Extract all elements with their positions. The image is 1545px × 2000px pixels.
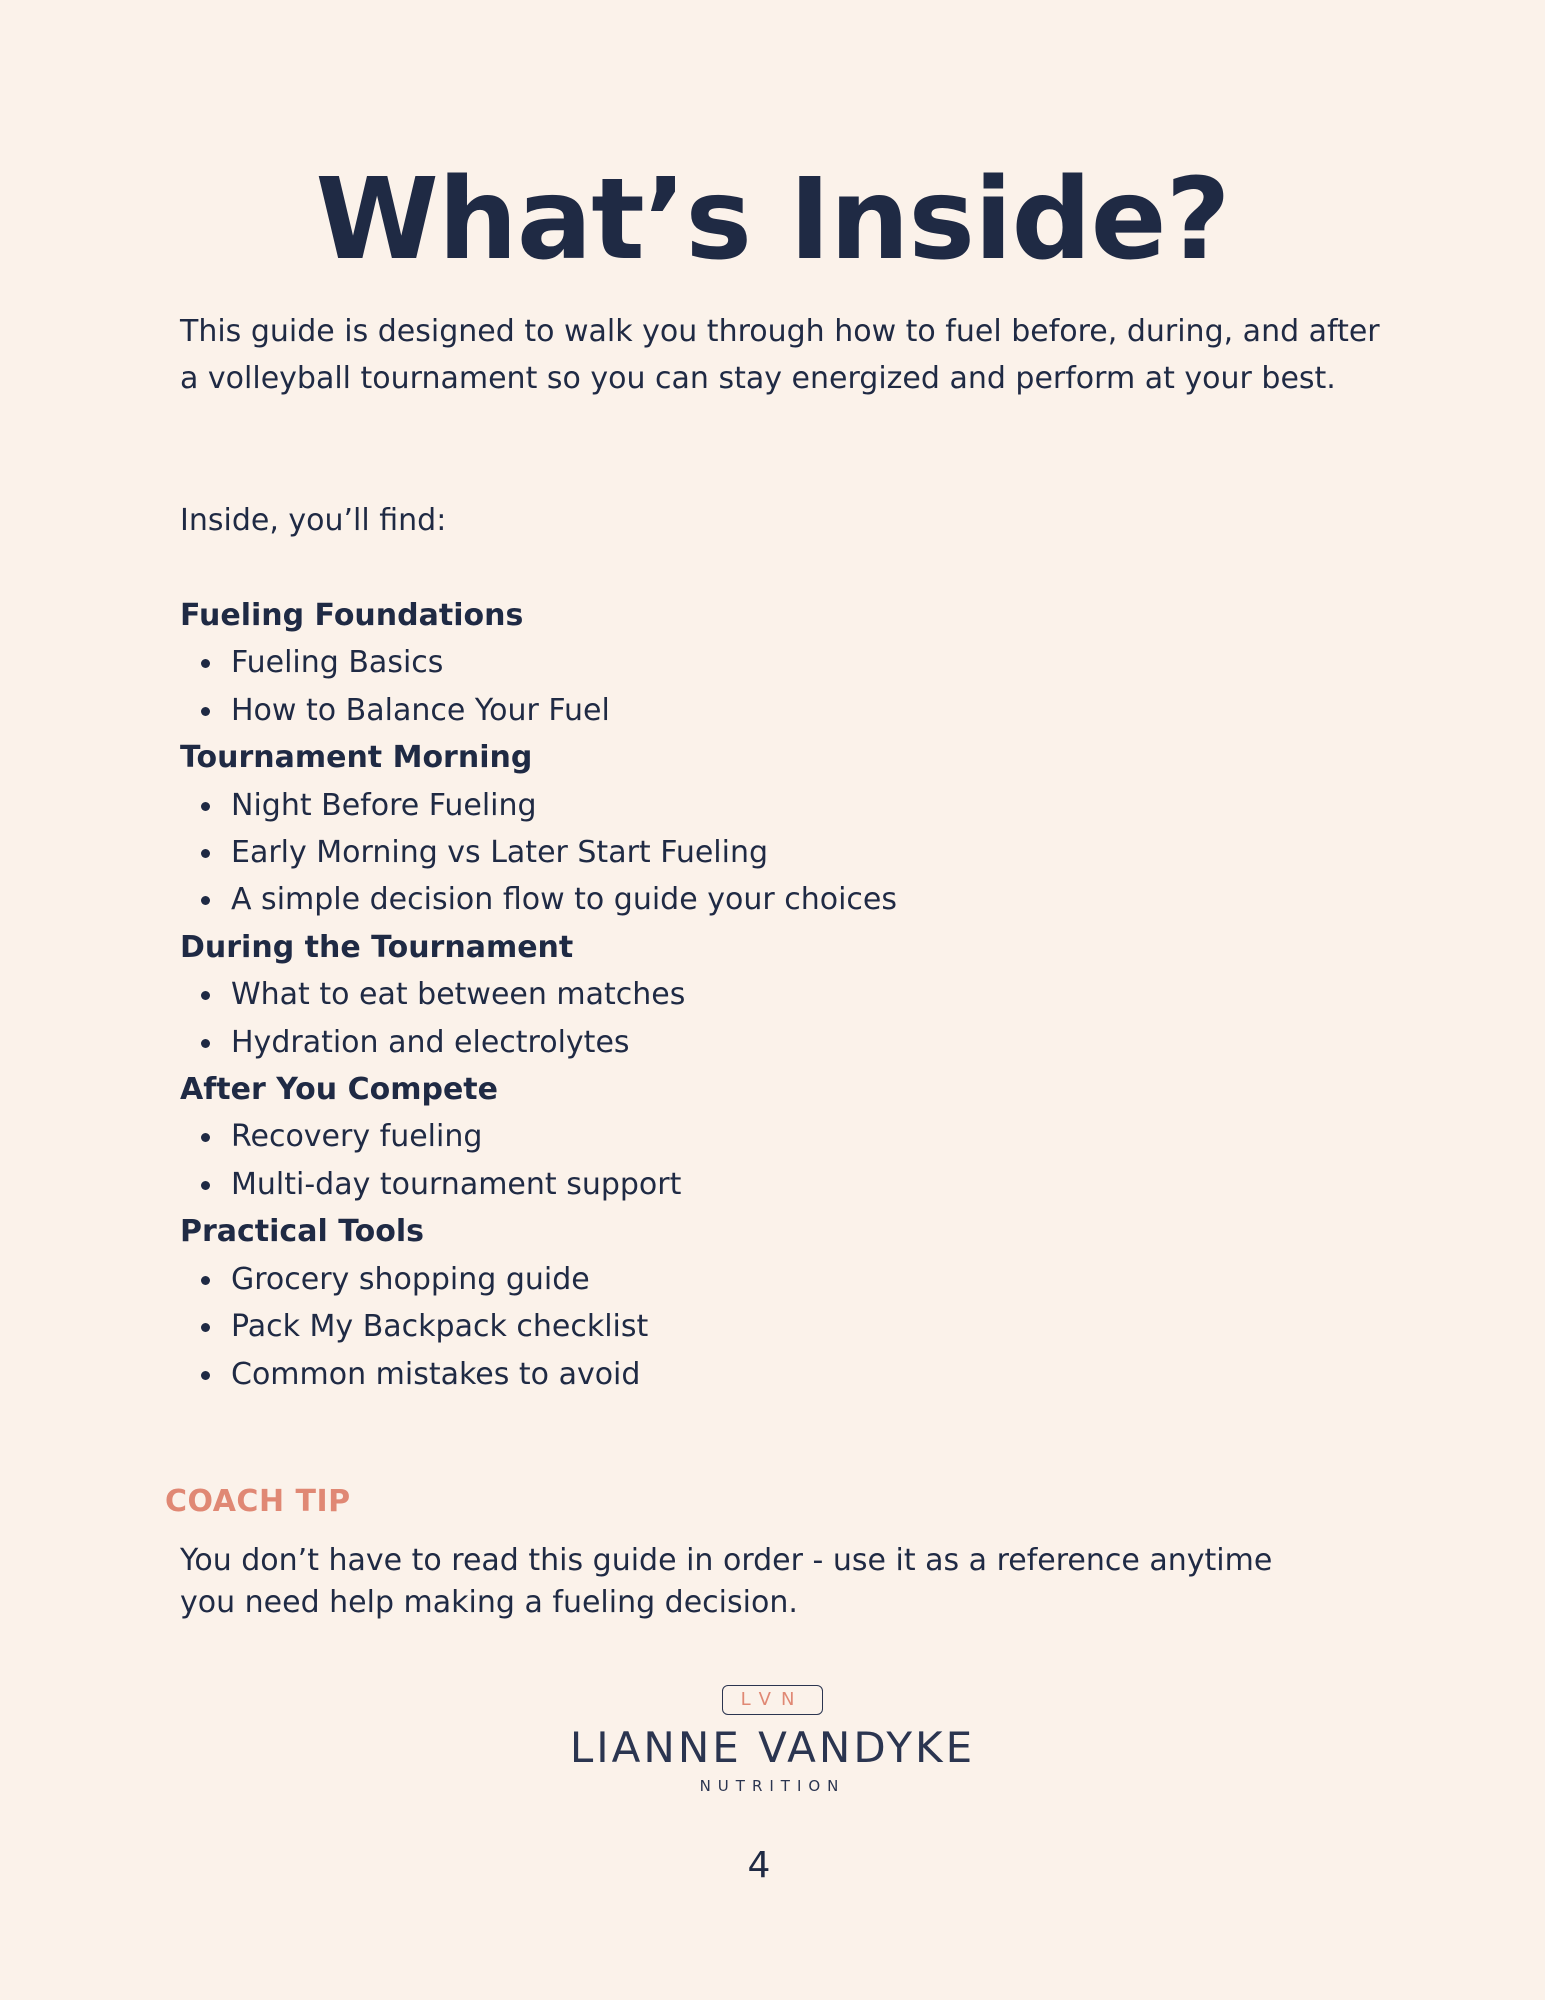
page-number: 4 (747, 1845, 771, 1886)
coach-tip-label: COACH TIP (165, 1484, 351, 1519)
bullet-icon (201, 659, 210, 668)
list-item (180, 639, 1380, 686)
bullet-icon (201, 802, 210, 811)
list-item-text: Hydration and electrolytes (231, 1024, 630, 1060)
bullet-icon (201, 849, 210, 858)
section-fueling-foundations (180, 592, 1380, 734)
contents-sections (180, 592, 1380, 1398)
list-item (180, 876, 1380, 923)
list-item (180, 1113, 1380, 1160)
section-tournament-morning (180, 734, 1380, 924)
bullet-icon (201, 1133, 210, 1142)
bullet-icon (201, 1181, 210, 1190)
list-item-text: What to eat between matches (231, 977, 686, 1013)
list-item (180, 971, 1380, 1018)
list-item-text: Grocery shopping guide (231, 1261, 590, 1297)
section-practical-tools (180, 1208, 1380, 1398)
section-list (180, 782, 1380, 924)
page-title: What’s Inside? (315, 155, 1230, 285)
bullet-icon (201, 991, 210, 1000)
section-list (180, 971, 1380, 1066)
bullet-icon (201, 1276, 210, 1285)
section-list (180, 1113, 1380, 1208)
logo-subtitle: NUTRITION (699, 1777, 846, 1795)
section-list (180, 639, 1380, 734)
bullet-icon (201, 1371, 210, 1380)
list-item (180, 1351, 1380, 1398)
list-item-text: Night Before Fueling (231, 787, 537, 823)
section-heading: Practical Tools (180, 1214, 425, 1250)
list-item-text: Recovery fueling (231, 1119, 483, 1155)
list-item-text: Fueling Basics (231, 645, 444, 681)
coach-tip-text: You don’t have to read this guide in order - use it as a reference anytime you need help making a fueling decision. (180, 1543, 1273, 1620)
section-list (180, 1256, 1380, 1398)
section-after-you-compete (180, 1066, 1380, 1208)
bullet-icon (201, 896, 210, 905)
list-item-text: Early Morning vs Later Start Fueling (231, 835, 769, 871)
list-item (180, 1161, 1380, 1208)
list-item-text: Multi-day tournament support (231, 1166, 682, 1202)
list-item (180, 1303, 1380, 1350)
logo-name: LIANNE VANDYKE (569, 1723, 976, 1772)
bullet-icon (201, 1323, 210, 1332)
section-heading: Fueling Foundations (180, 598, 524, 633)
section-heading: After You Compete (180, 1072, 498, 1108)
list-item-text: A simple decision flow to guide your choices (231, 882, 897, 918)
intro-paragraph: This guide is designed to walk you through how to fuel before, during, and after a volleyball tournament so you can stay energized and perform at your best. (180, 314, 1380, 396)
list-item-text: Common mistakes to avoid (231, 1356, 641, 1392)
section-heading: Tournament Morning (180, 740, 533, 776)
logo-badge: LVN (722, 1685, 824, 1715)
list-item (180, 1256, 1380, 1303)
list-item-text: Pack My Backpack checklist (231, 1309, 649, 1345)
list-item-text: How to Balance Your Fuel (231, 692, 610, 728)
bullet-icon (201, 707, 210, 716)
section-during-tournament (180, 924, 1380, 1066)
brand-logo (0, 1685, 1545, 1795)
inside-label: Inside, you’ll find: (180, 503, 447, 538)
list-item (180, 687, 1380, 734)
list-item (180, 829, 1380, 876)
section-heading: During the Tournament (180, 929, 574, 965)
list-item (180, 782, 1380, 829)
list-item (180, 1019, 1380, 1066)
bullet-icon (201, 1039, 210, 1048)
